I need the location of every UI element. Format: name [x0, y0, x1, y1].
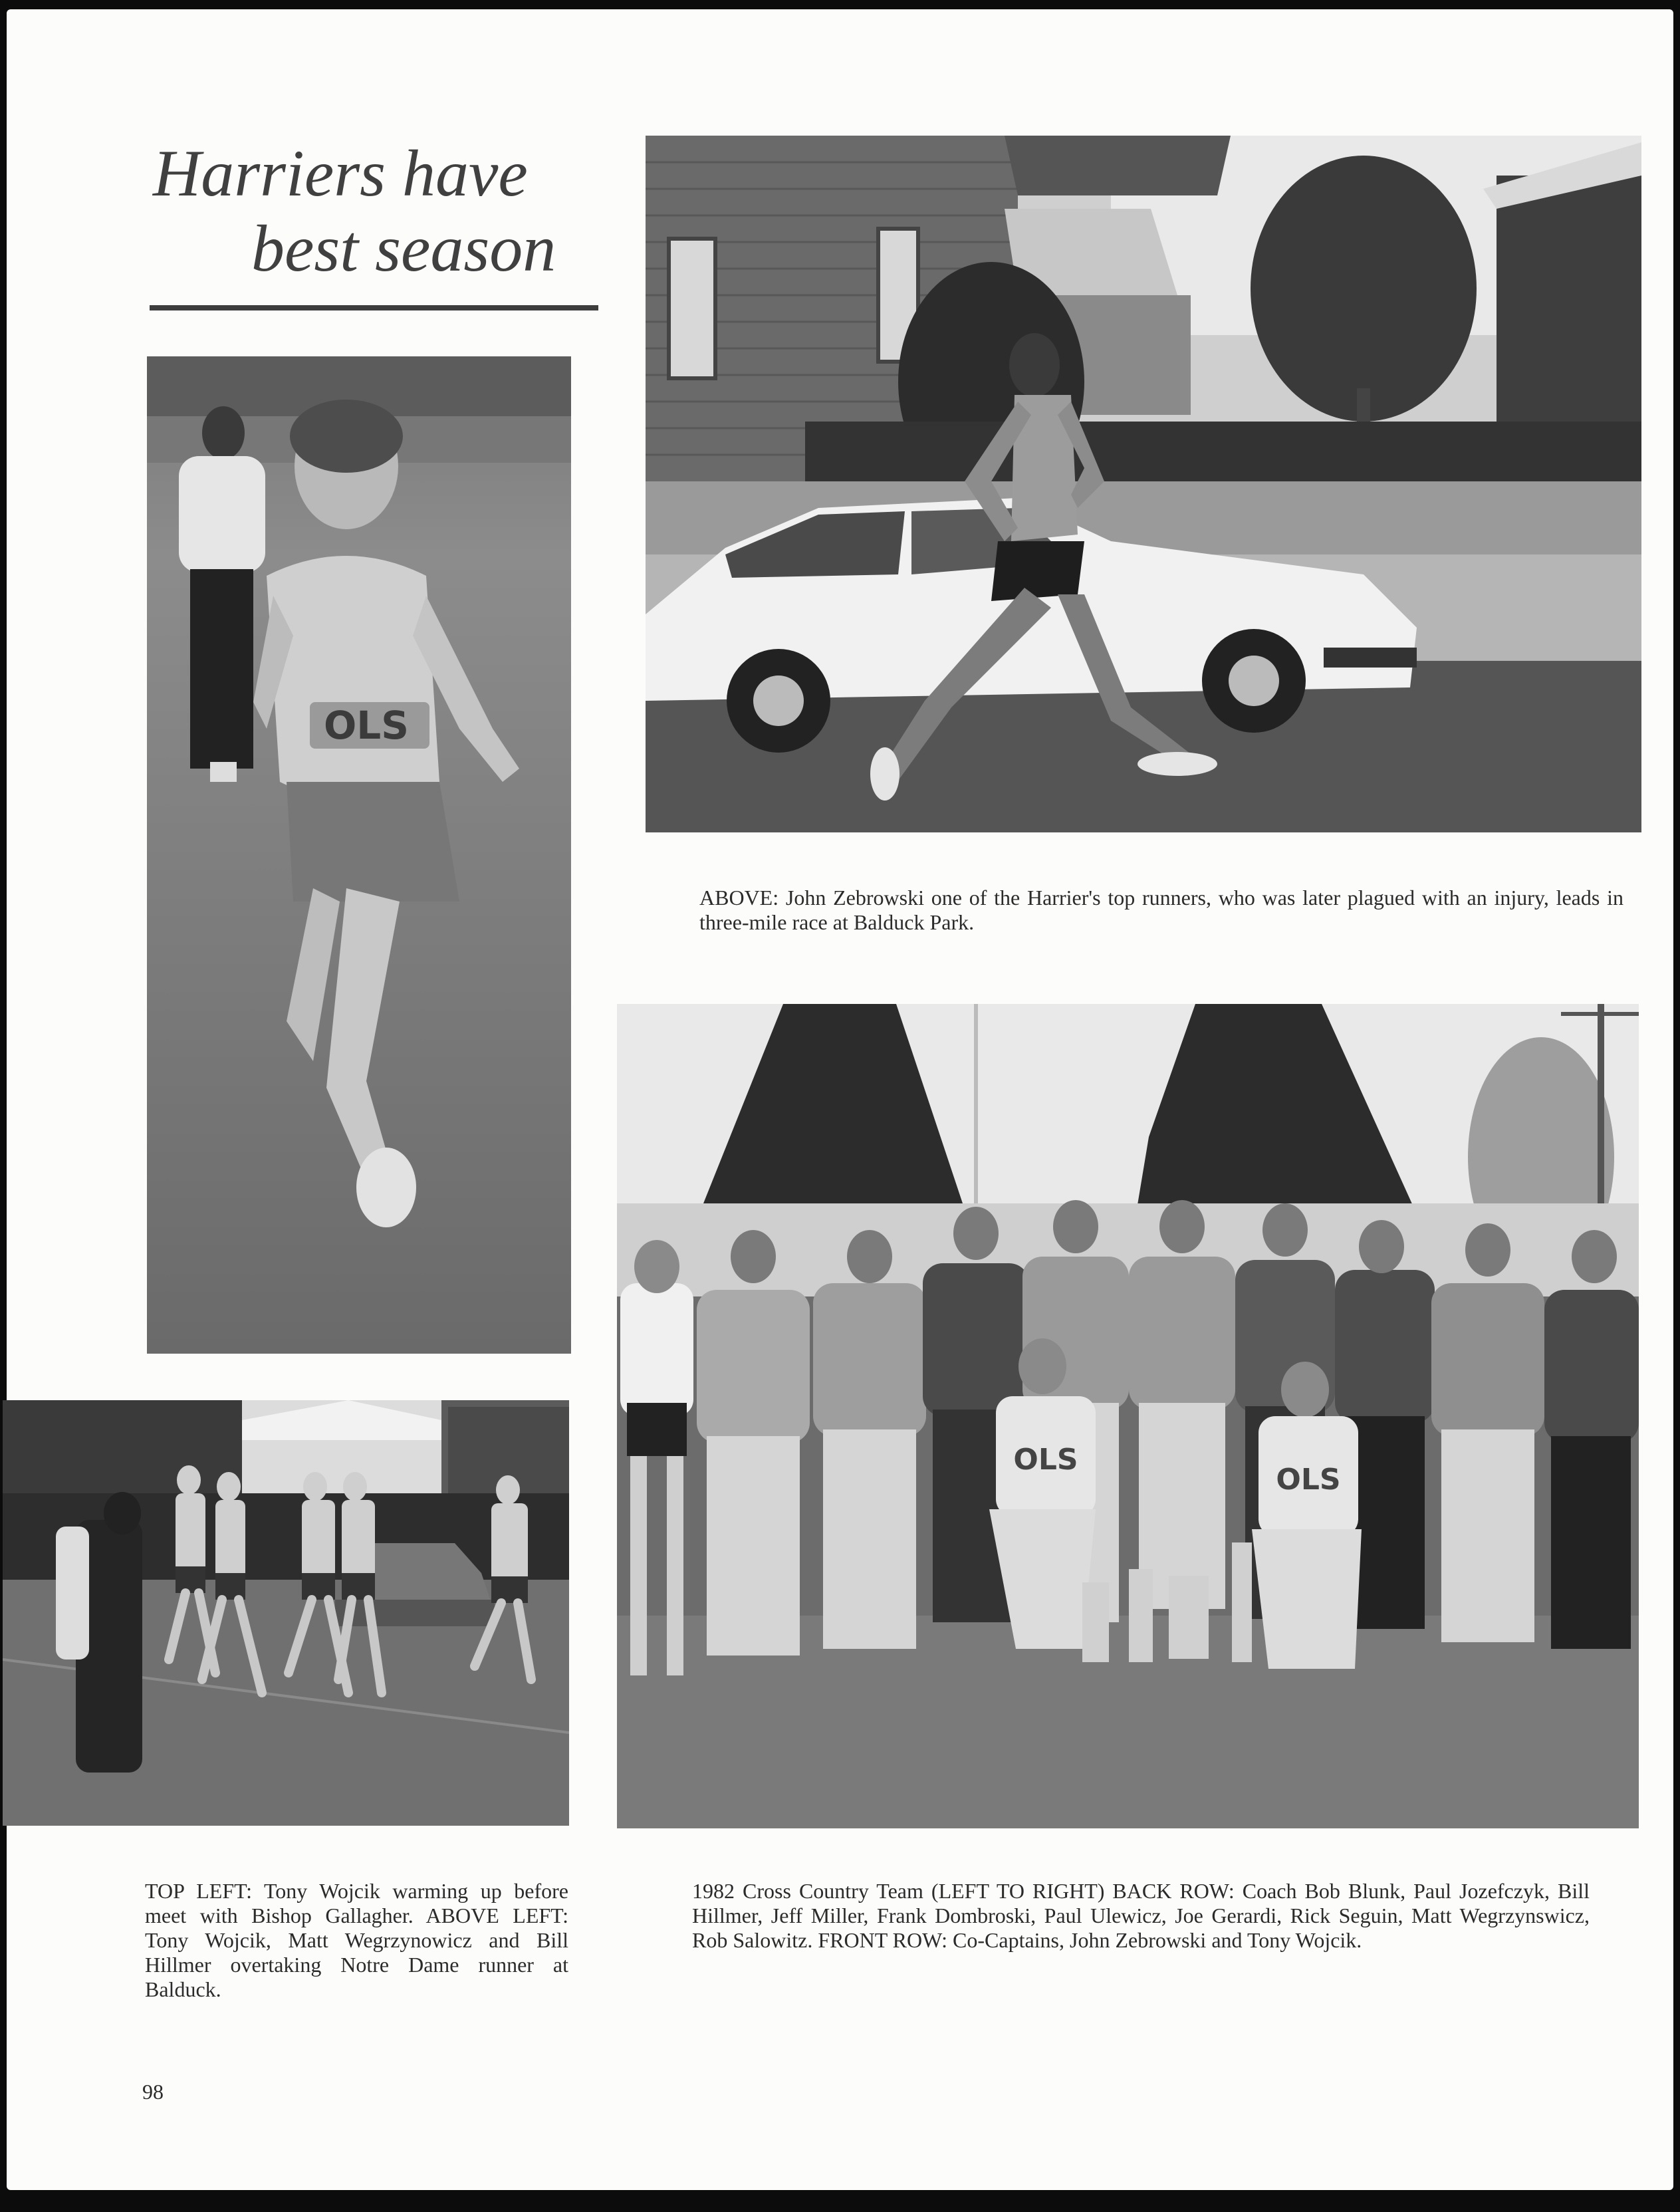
photo-runner-closeup [147, 356, 571, 1354]
photo-race-group [3, 1400, 569, 1826]
caption-left: TOP LEFT: Tony Wojcik warming up before meet with Bishop Gallagher. ABOVE LEFT: Tony Wojcik, Matt Wegrzynowicz and Bill Hillmer overtaking Notre Dame runner at Balduck. [145, 1879, 568, 2001]
title-underline [150, 305, 598, 310]
page-number: 98 [142, 2080, 164, 2104]
caption-above: ABOVE: John Zebrowski one of the Harrier's top runners, who was later plagued with an injury, leads in three-mile race at Balduck Park. [699, 886, 1623, 934]
photo-team [617, 1004, 1639, 1828]
photo-street-runner [646, 136, 1641, 832]
caption-team: 1982 Cross Country Team (LEFT TO RIGHT) BACK ROW: Coach Bob Blunk, Paul Jozefczyk, Bill Hillmer, Jeff Miller, Frank Dombroski, Paul Ulewicz, Joe Gerardi, Rick Seguin, Matt Wegrzynswicz, Rob Salowitz. FRONT ROW: Co-Captains, John Zebrowski and Tony Wojcik. [692, 1879, 1590, 1952]
runner-shirt-text: OLS [323, 703, 410, 748]
team-shirt-text-1: OLS [1013, 1443, 1078, 1477]
team-shirt-text-2: OLS [1276, 1463, 1341, 1497]
article-title-line-1: Harriers have [153, 136, 528, 210]
article-title-line-2: best season [251, 211, 556, 285]
